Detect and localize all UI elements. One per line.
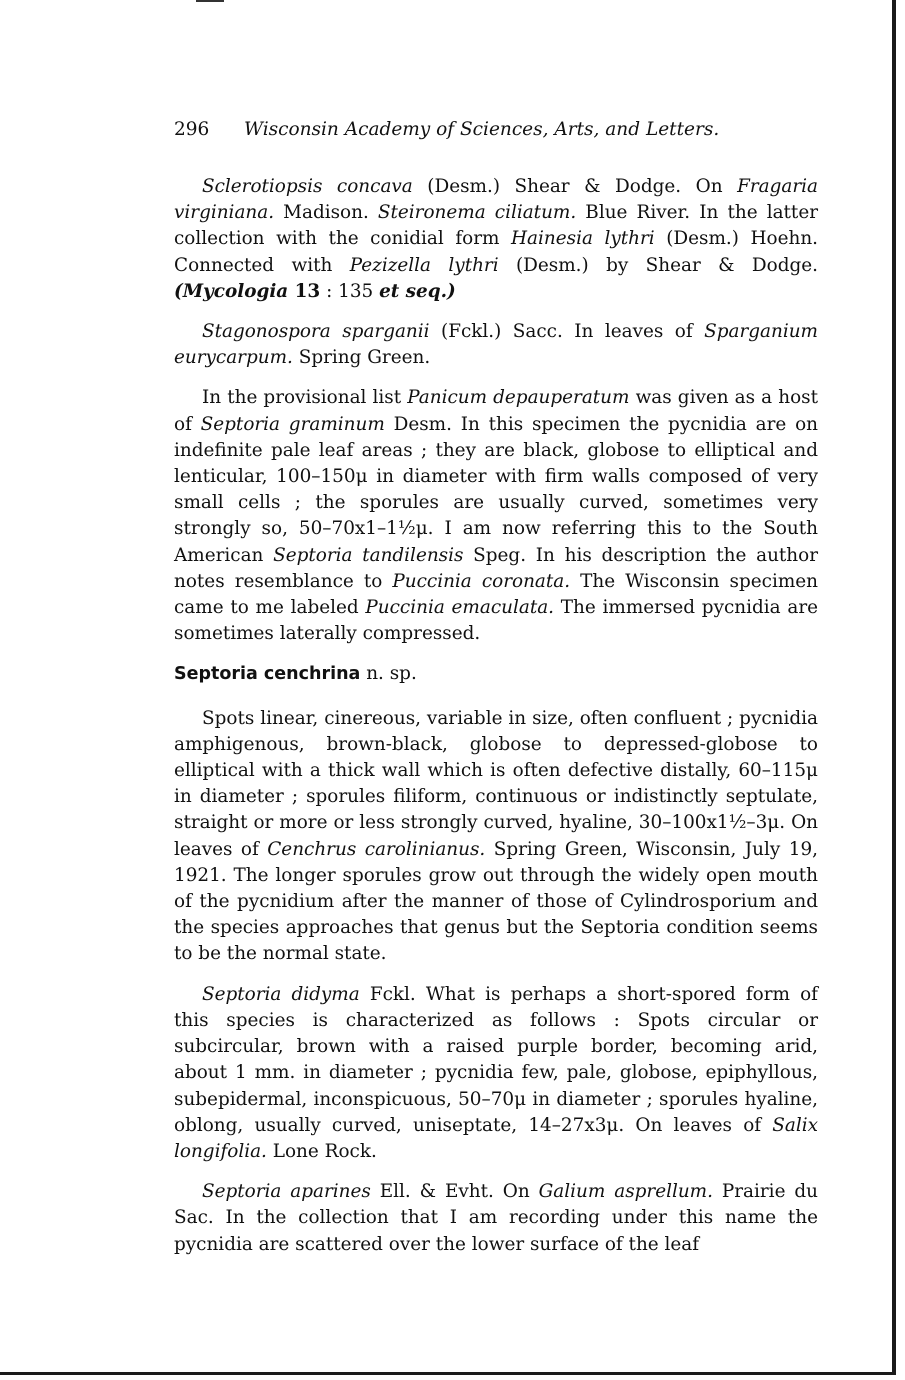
text-run: (Desm.) Shear & Dodge. On [412, 176, 738, 197]
text-run: Fckl. What is perhaps a short-spored form of this species is characterized as follows : Spots circular or subcircular, brown with a raised purple border, becoming arid, about 1 mm. in diameter ; pycnidia few, pale, globose, epiphyllous, subepidermal, inconspicuous, 50–70μ in diameter ; sporules hyaline, oblong, usually curved, uniseptate, 14–27x3μ. On leaves of [174, 983, 818, 1136]
text-run: The immersed pycnidia are sometimes laterally compressed. [174, 597, 818, 645]
text-run: Spring Green. [292, 347, 431, 369]
text-run: The Wisconsin specimen came to me labeled [174, 570, 818, 619]
body-text [174, 174, 818, 1272]
species-heading: Septoria cenchrina [174, 664, 361, 685]
citation-volume: 13 [294, 280, 321, 302]
scan-mark [196, 0, 224, 2]
taxon-name: Septoria aparines [202, 1181, 371, 1203]
text-run: Lone Rock. [266, 1140, 377, 1162]
taxon-name: Stagonospora sparganii [202, 321, 430, 343]
taxon-name: Steironema ciliatum. [377, 202, 577, 224]
taxon-name: Puccinia coronata. [392, 570, 571, 592]
paragraph-cenchrina-description [174, 706, 818, 968]
taxon-name: Panicum depauperatum [407, 387, 630, 409]
text-run: Spring Green, Wisconsin, July 19, 1921. The longer sporules grow out through the widely open mouth of the pycnidium after the manner of those of Cylindrosporium and the species approaches that genus but the Septoria condition seems to be the normal state. [174, 838, 818, 965]
taxon-name: Septoria tandilensis [273, 544, 464, 566]
taxon-name: Septoria graminum [200, 413, 385, 435]
running-title: Wisconsin Academy of Sciences, Arts, and Letters. [244, 119, 720, 140]
text-run: Ell. & Evht. On [370, 1181, 539, 1203]
taxon-name: Puccinia emaculata. [365, 597, 555, 619]
text-run: Prairie du Sac. In the collection that I am recording under this name the pycnidia are scattered over the lower surface of the leaf [174, 1181, 818, 1255]
text-run: Madison. [274, 202, 378, 224]
text-run: Blue River. In the latter collection with the conidial form [174, 202, 818, 250]
taxon-name: Salix longifolia. [174, 1114, 818, 1162]
taxon-name: Galium asprellum. [538, 1181, 713, 1203]
taxon-name: Fragaria virginiana. [174, 176, 818, 224]
text-run: (Desm.) by Shear & Dodge. [498, 254, 818, 276]
taxon-name: Hainesia lythri [511, 228, 655, 250]
heading-septoria-cenchrina [174, 661, 818, 687]
paragraph-sclerotiopsis [174, 174, 818, 305]
paragraph-septoria-didyma [174, 982, 818, 1165]
text-run: (Fckl.) Sacc. In leaves of [429, 321, 705, 343]
text-run: was given as a host of [174, 387, 818, 435]
citation: et seq.) [379, 280, 456, 302]
running-header [174, 119, 834, 140]
text-run: (Desm.) Hoehn. Connected with [174, 228, 819, 276]
text-run: Speg. In his description the author notes resemblance to [174, 544, 819, 592]
text-run: In the provisional list [202, 387, 408, 409]
paragraph-stagonospora [174, 319, 818, 371]
text-run: Spots linear, cinereous, variable in size, often confluent ; pycnidia amphigenous, brown-black, globose to depressed-globose to elliptical with a thick wall which is often defective distally, 60–115μ in diameter ; sporules filiform, continuous or indistinctly septulate, straight or more or less strongly curved, hyaline, 30–100x1½–3μ. On leaves of [174, 707, 818, 860]
text-run: Desm. In this specimen the pycnidia are on indefinite pale leaf areas ; they are black, globose to elliptical and lenticular, 100–150μ in diameter with firm walls composed of very small cells ; the sporules are usually curved, sometimes very strongly so, 50–70x1–1½μ. I am now referring this to the South American [174, 413, 818, 566]
text-run: n. sp. [360, 663, 417, 685]
taxon-name: Pezizella lythri [349, 254, 499, 276]
taxon-name: Sparganium eurycarpum. [174, 321, 818, 369]
citation: (Mycologia [174, 280, 295, 302]
paragraph-septoria-aparines [174, 1179, 818, 1258]
taxon-name: Sclerotiopsis concava [202, 176, 413, 197]
paragraph-provisional-list [174, 385, 818, 647]
page-number: 296 [174, 119, 210, 140]
taxon-name: Cenchrus carolinianus. [267, 838, 486, 860]
text-run: : 135 [320, 280, 380, 302]
taxon-name: Septoria didyma [202, 983, 360, 1005]
